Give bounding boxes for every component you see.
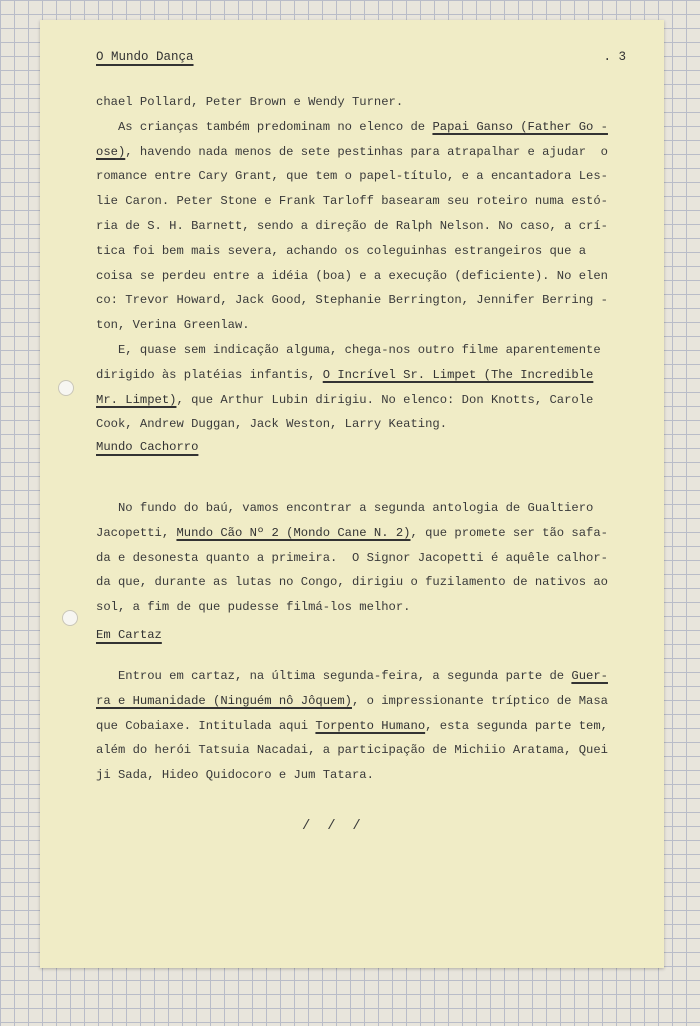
text-span: , que promete ser tão safa- [410, 525, 608, 540]
body-paragraphs-2 [96, 496, 634, 620]
text-span: Entrou em cartaz, na última segunda-feira, a segunda parte de [96, 669, 572, 683]
text-span: dirigido às platéias infantis, [96, 367, 323, 382]
text-line: coisa se perdeu entre a idéia (boa) e a execução (deficiente). No elen [96, 268, 608, 283]
section-heading-mundo-cachorro: Mundo Cachorro [96, 440, 199, 454]
text-line: sol, a fim de que pudesse filmá-los melhor. [96, 600, 411, 615]
film-title-guerra-cont: ra e Humanidade (Ninguém nô Jôquem) [96, 693, 352, 708]
body-paragraphs-3 [96, 664, 634, 788]
film-title-limpet: O Incrível Sr. Limpet (The Incredible [322, 367, 594, 382]
text-line [96, 388, 634, 413]
text-line [96, 689, 634, 714]
body-paragraphs-1 [96, 90, 634, 437]
text-line: E, quase sem indicação alguma, chega-nos outro filme aparentemente [96, 342, 601, 357]
text-line: da que, durante as lutas no Congo, dirigiu o fuzilamento de nativos ao [96, 575, 608, 590]
text-line: romance entre Cary Grant, que tem o papel-título, e a encantadora Les- [96, 169, 608, 184]
text-line: ria de S. H. Barnett, sendo a direção de Ralph Nelson. No caso, a crí- [96, 218, 608, 233]
text-span: , que Arthur Lubin dirigiu. No elenco: Don Knotts, Carole [176, 392, 594, 407]
text-line [96, 521, 634, 546]
film-title-mundo-cao: Mundo Cão Nº 2 (Mondo Cane N. 2) [176, 525, 411, 540]
film-title-guerra: Guer- [571, 669, 608, 683]
text-line [96, 664, 634, 689]
film-title-torpento: Torpento Humano [315, 718, 426, 733]
punch-hole [58, 380, 74, 396]
text-line: além do herói Tatsuia Nacadai, a participação de Michiio Aratama, Quei [96, 743, 608, 758]
end-mark: / / / [302, 818, 361, 834]
section-heading-em-cartaz: Em Cartaz [96, 628, 162, 642]
text-span: As crianças também predominam no elenco de [96, 119, 433, 134]
page-number: . 3 [603, 50, 626, 64]
paper-sheet [40, 20, 664, 968]
text-line: co: Trevor Howard, Jack Good, Stephanie Berrington, Jennifer Berring - [96, 293, 608, 308]
text-line: chael Pollard, Peter Brown e Wendy Turner. [96, 95, 404, 109]
text-line: tica foi bem mais severa, achando os coleguinhas estrangeiros que a [96, 243, 587, 258]
text-line [96, 140, 634, 165]
text-span: que Cobaiaxe. Intitulada aqui [96, 718, 316, 733]
page-header [96, 50, 626, 72]
text-line: No fundo do baú, vamos encontrar a segunda antologia de Gualtiero [96, 501, 594, 515]
text-line: ji Sada, Hideo Quidocoro e Jum Tatara. [96, 768, 374, 783]
text-line: Cook, Andrew Duggan, Jack Weston, Larry Keating. [96, 417, 448, 432]
text-line: ton, Verina Greenlaw. [96, 318, 250, 333]
text-span: , esta segunda parte tem, [425, 718, 608, 733]
film-title-papai-ganso-cont: ose) [96, 144, 126, 159]
text-line [96, 115, 634, 140]
film-title-limpet-cont: Mr. Limpet) [96, 392, 177, 407]
film-title-papai-ganso: Papai Ganso (Father Go - [432, 119, 608, 134]
text-span: , o impressionante tríptico de Masa [351, 693, 608, 708]
text-line [96, 363, 634, 388]
text-line: da e desonesta quanto a primeira. O Signor Jacopetti é aquêle calhor- [96, 550, 608, 565]
text-line [96, 714, 634, 739]
punch-hole [62, 610, 78, 626]
text-span: Jacopetti, [96, 525, 177, 540]
text-span: , havendo nada menos de sete pestinhas para atrapalhar e ajudar o [125, 144, 608, 159]
page-title: O Mundo Dança [96, 50, 194, 64]
text-line: lie Caron. Peter Stone e Frank Tarloff basearam seu roteiro numa estó- [96, 194, 608, 209]
